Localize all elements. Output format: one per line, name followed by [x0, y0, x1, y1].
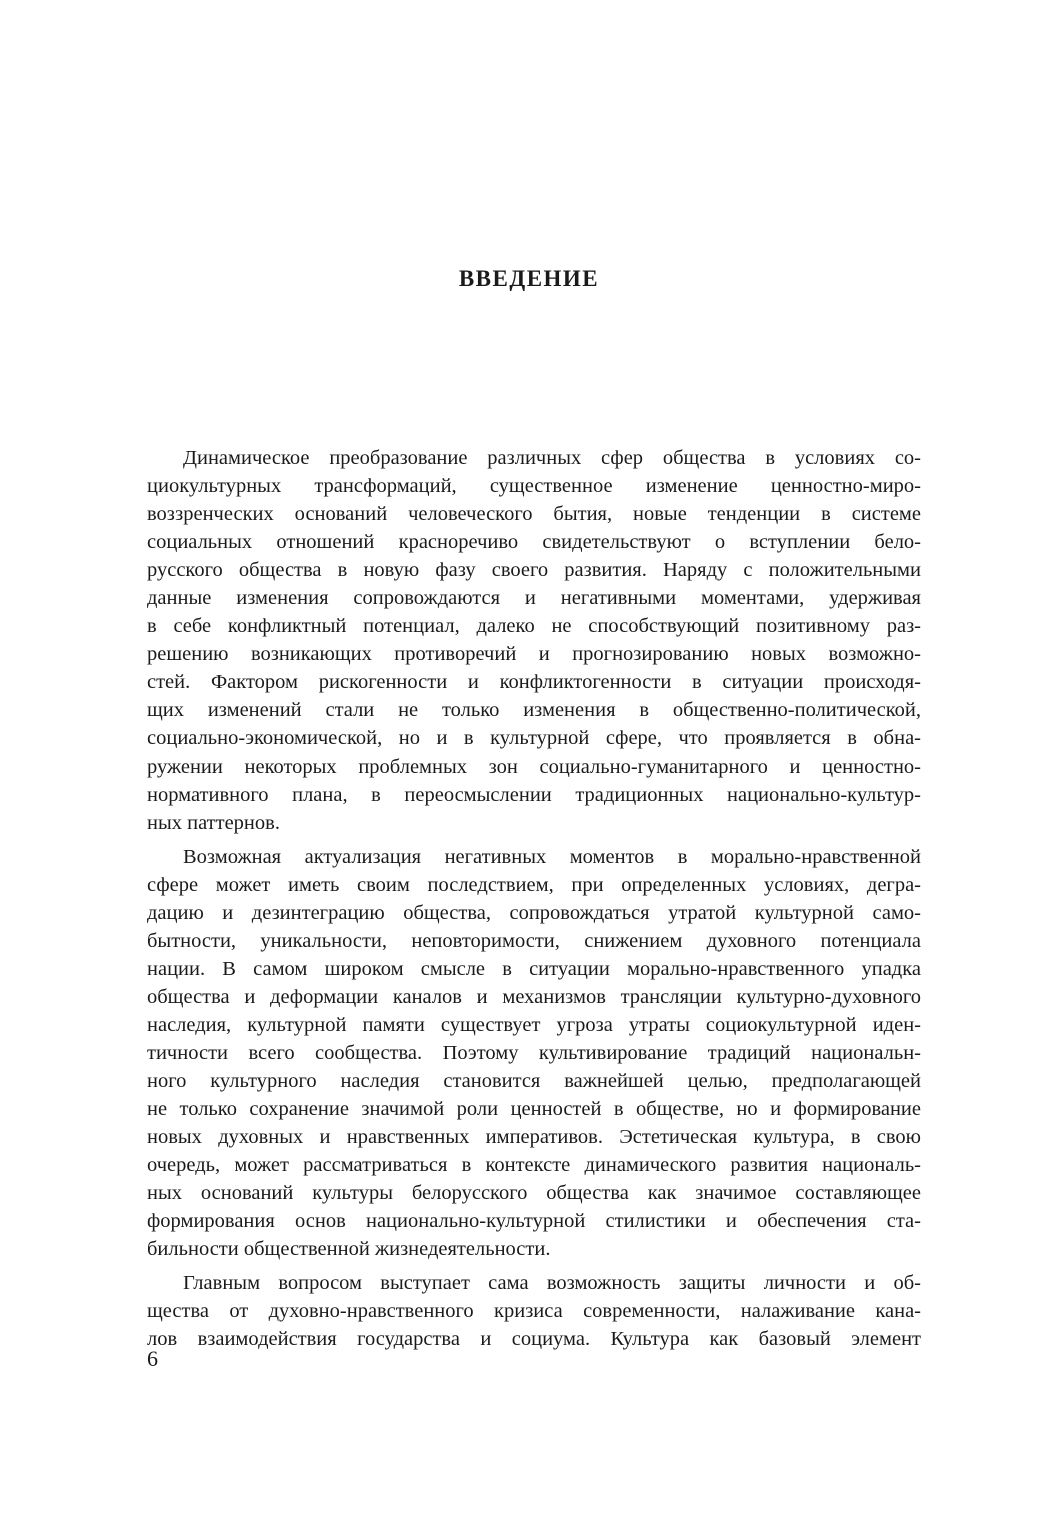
- text-line: ружении некоторых проблемных зон социально-гуманитарного и ценностно-: [147, 755, 921, 778]
- text-line: новых духовных и нравственных императивов. Эстетическая культура, в свою: [147, 1126, 921, 1149]
- text-line: ных оснований культуры белорусского общества как значимое составляющее: [147, 1182, 921, 1205]
- text-line: ных паттернов.: [147, 811, 280, 834]
- paragraph-1: [147, 444, 921, 837]
- text-line: бытности, уникальности, неповторимости, снижением духовного потенциала: [147, 929, 921, 952]
- text-line: Главным вопросом выступает сама возможность защиты личности и об-: [183, 1272, 921, 1295]
- text-line: нормативного плана, в переосмыслении традиционных национально-культур-: [147, 783, 921, 806]
- text-line: ного культурного наследия становится важнейшей целью, предполагающей: [147, 1070, 921, 1093]
- text-line: воззренческих оснований человеческого бытия, новые тенденции в системе: [147, 503, 921, 526]
- text-line: лов взаимодействия государства и социума. Культура как базовый элемент: [147, 1328, 921, 1351]
- text-line: русского общества в новую фазу своего развития. Наряду с положительными: [147, 559, 921, 582]
- page-title: ВВЕДЕНИЕ: [458, 266, 600, 291]
- text-line: формирования основ национально-культурной стилистики и обеспечения ста-: [147, 1210, 921, 1233]
- text-line: в себе конфликтный потенциал, далеко не способствующий позитивному раз-: [147, 615, 921, 638]
- text-line: нации. В самом широком смысле в ситуации морально-нравственного упадка: [147, 957, 921, 980]
- text-line: не только сохранение значимой роли ценностей в обществе, но и формирование: [147, 1098, 921, 1121]
- text-line: щих изменений стали не только изменения в общественно-политической,: [147, 699, 921, 722]
- text-line: общества и деформации каналов и механизмов трансляции культурно-духовного: [147, 985, 921, 1008]
- page-number: 6: [147, 1346, 158, 1371]
- text-line: циокультурных трансформаций, существенное изменение ценностно-миро-: [147, 475, 921, 498]
- text-line: социальных отношений красноречиво свидетельствуют о вступлении бело-: [147, 531, 921, 554]
- text-line: Возможная актуализация негативных моментов в морально-нравственной: [183, 845, 921, 868]
- text-line: решению возникающих противоречий и прогнозированию новых возможно-: [147, 643, 921, 666]
- text-line: Динамическое преобразование различных сфер общества в условиях со-: [183, 447, 921, 469]
- text-line: бильности общественной жизнедеятельности.: [147, 1238, 551, 1261]
- text-line: очередь, может рассматриваться в контексте динамического развития националь-: [147, 1154, 921, 1177]
- text-line: тичности всего сообщества. Поэтому культивирование традиций национальн-: [147, 1041, 921, 1064]
- text-line: щества от духовно-нравственного кризиса современности, налаживание кана-: [147, 1300, 921, 1323]
- paragraph-2: [147, 843, 921, 1264]
- text-line: дацию и дезинтеграцию общества, сопровождаться утратой культурной само-: [147, 901, 921, 924]
- text-line: сфере может иметь своим последствием, при определенных условиях, дегра-: [147, 873, 921, 896]
- text-line: наследия, культурной памяти существует угроза утраты социокультурной иден-: [147, 1013, 921, 1036]
- paragraph-3: [147, 1269, 921, 1353]
- text-line: социально-экономической, но и в культурной сфере, что проявляется в обна-: [147, 727, 921, 750]
- text-line: стей. Фактором рискогенности и конфликтогенности в ситуации происходя-: [147, 671, 921, 694]
- body-text: [147, 444, 921, 1360]
- text-line: данные изменения сопровождаются и негативными моментами, удерживая: [147, 587, 921, 610]
